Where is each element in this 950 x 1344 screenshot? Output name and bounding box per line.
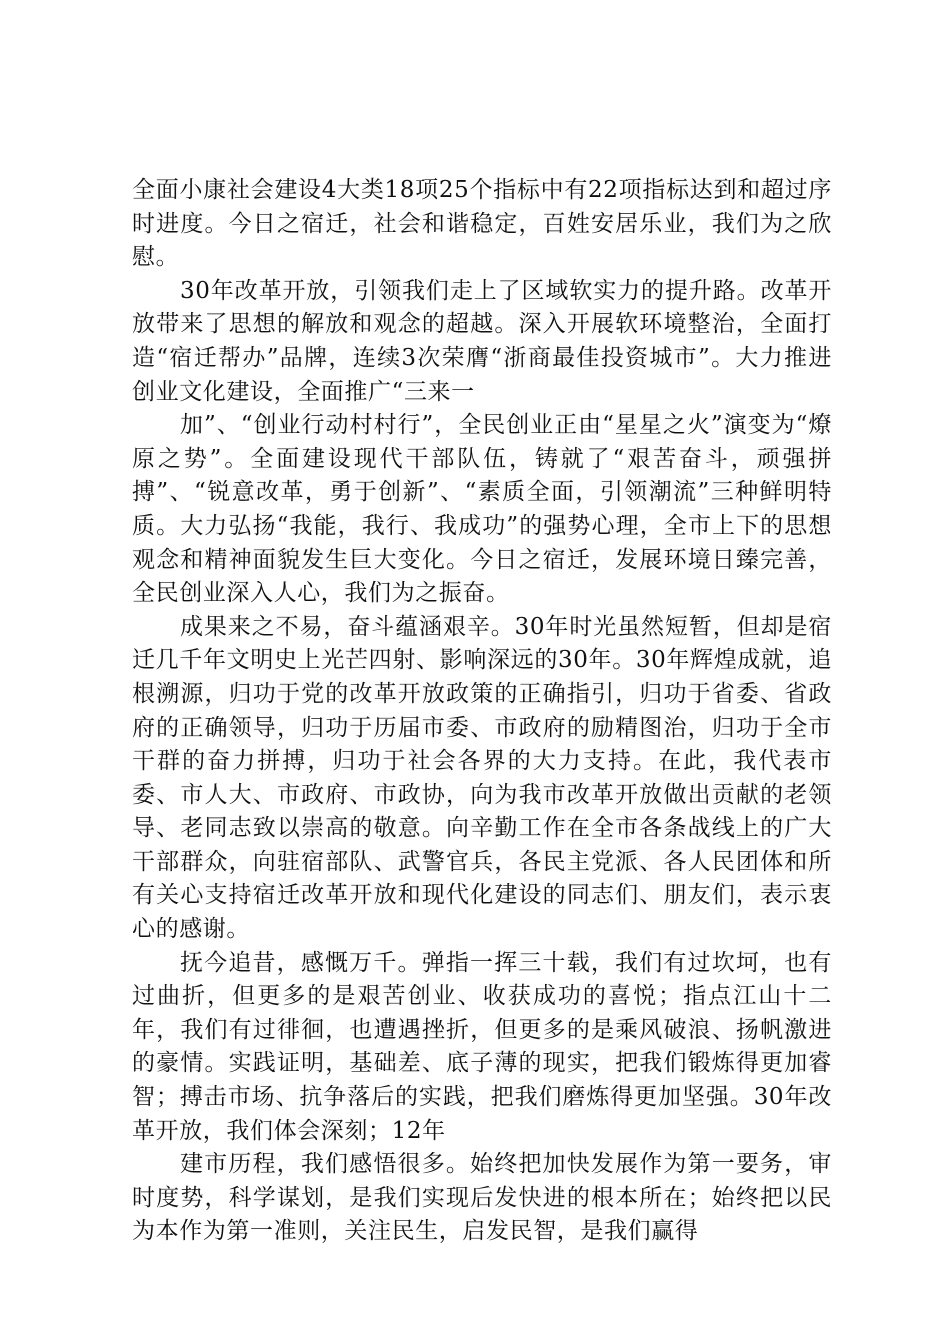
paragraph-4: 成果来之不易，奋斗蕴涵艰辛。30年时光虽然短暂，但却是宿迁几千年文明史上光芒四射、影响深远的30年。30年辉煌成就，追根溯源，归功于党的改革开放政策的正确指引，归功于省委、省政府的正确领导，归功于历届市委、市政府的励精图治，归功于全市干群的奋力拼搏，归功于社会各界的大力支持。在此，我代表市委、市人大、市政府、市政协，向为我市改革开放做出贡献的老领导、老同志致以崇高的敬意。向辛勤工作在全市各条战线上的广大干部群众，向驻宿部队、武警官兵，各民主党派、各人民团体和所有关心支持宿迁改革开放和现代化建设的同志们、朋友们，表示衷心的感谢。 (132, 613, 832, 943)
paragraph-5: 抚今追昔，感慨万千。弹指一挥三十载，我们有过坎坷，也有过曲折，但更多的是艰苦创业、收获成功的喜悦；指点江山十二年，我们有过徘徊，也遭遇挫折，但更多的是乘风破浪、扬帆激进的豪情。实践证明，基础差、底子薄的现实，把我们锻炼得更加睿智；搏击市场、抗争落后的实践，把我们磨炼得更加坚强。30年改革开放，我们体会深刻；12年 (132, 949, 832, 1144)
paragraph-2: 30年改革开放，引领我们走上了区域软实力的提升路。改革开放带来了思想的解放和观念的超越。深入开展软环境整治，全面打造“宿迁帮办”品牌，连续3次荣膺“浙商最佳投资城市”。大力推进创业文化建设，全面推广“三来一 (132, 277, 832, 405)
document-body (132, 174, 832, 1249)
paragraph-3: 加”、“创业行动村村行”，全民创业正由“星星之火”演变为“燎原之势”。全面建设现代干部队伍，铸就了“艰苦奋斗，顽强拼搏”、“锐意改革，勇于创新”、“素质全面，引领潮流”三种鲜明特质。大力弘扬“我能，我行、我成功”的强势心理，全市上下的思想观念和精神面貌发生巨大变化。今日之宿迁，发展环境日臻完善，全民创业深入人心，我们为之振奋。 (132, 412, 832, 607)
paragraph-6: 建市历程，我们感悟很多。始终把加快发展作为第一要务，审时度势，科学谋划，是我们实现后发快进的根本所在；始终把以民为本作为第一准则，关注民生，启发民智，是我们赢得 (132, 1151, 832, 1245)
paragraph-1: 全面小康社会建设4大类18项25个指标中有22项指标达到和超过序时进度。今日之宿迁，社会和谐稳定，百姓安居乐业，我们为之欣慰。 (132, 177, 832, 271)
